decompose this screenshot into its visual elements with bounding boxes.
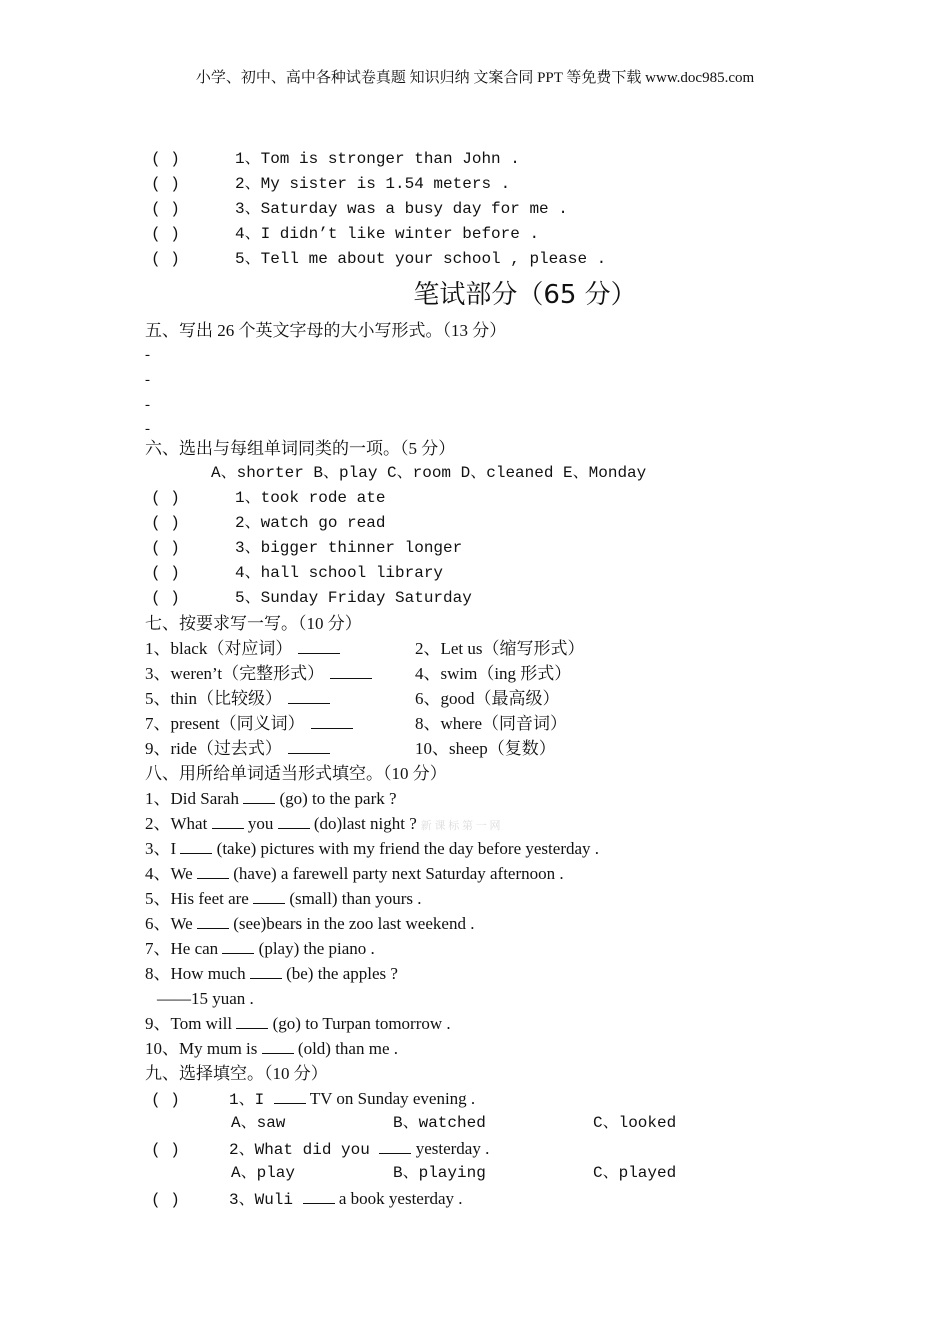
list-item: ( ) 1、took rode ate — [145, 486, 905, 511]
list-item: ( ) 3、bigger thinner longer — [145, 536, 905, 561]
options-row: A、shorter B、play C、room D、cleaned E、Monday — [211, 464, 647, 482]
page-header: 小学、初中、高中各种试卷真题 知识归纳 文案合同 PPT 等免费下载 www.doc985.com — [195, 70, 755, 86]
list-item: 1、Did Sarah (go) to the park ? — [145, 789, 397, 808]
answer-blank[interactable] — [212, 812, 244, 829]
answer-line: ——15 yuan . — [157, 989, 254, 1008]
answer-paren[interactable]: ( ) — [151, 1091, 180, 1109]
list-item: ( ) 2、watch go read — [145, 511, 905, 536]
answer-blank[interactable] — [262, 1037, 294, 1054]
list-item: 10、My mum is (old) than me . — [145, 1039, 398, 1058]
list-item: ( ) 3、Saturday was a busy day for me . — [145, 197, 905, 222]
choice-row — [145, 1111, 905, 1136]
list-item: ( ) 4、I didn’t like winter before . — [145, 222, 905, 247]
writing-line[interactable]: - — [145, 397, 150, 413]
section-7-title: 七、按要求写一写。（10 分） — [145, 614, 362, 633]
answer-paren[interactable]: ( ) — [151, 150, 180, 168]
answer-blank[interactable] — [253, 887, 285, 904]
answer-blank[interactable] — [288, 687, 330, 704]
list-item: ( ) 4、hall school library — [145, 561, 905, 586]
answer-paren[interactable]: ( ) — [151, 175, 180, 193]
section-5-title: 五、写出 26 个英文字母的大小写形式。（13 分） — [145, 321, 507, 340]
list-item: 9、Tom will (go) to Turpan tomorrow . — [145, 1014, 451, 1033]
option-b[interactable]: B、playing — [393, 1164, 486, 1182]
answer-blank[interactable] — [250, 962, 282, 979]
section-9-title: 九、选择填空。（10 分） — [145, 1064, 328, 1083]
list-item: 9、ride（过去式） 10、sheep（复数） — [145, 739, 556, 758]
watermark-text: 新 课 标 第 一 网 — [420, 820, 501, 832]
answer-paren[interactable]: ( ) — [151, 200, 180, 218]
writing-line[interactable]: - — [145, 372, 150, 388]
answer-blank[interactable] — [303, 1187, 335, 1204]
list-item: 7、He can (play) the piano . — [145, 939, 375, 958]
writing-line[interactable]: - — [145, 421, 150, 437]
list-item: 5、His feet are (small) than yours . — [145, 889, 422, 908]
answer-blank[interactable] — [330, 662, 372, 679]
list-item: ( ) 2、My sister is 1.54 meters . — [145, 172, 905, 197]
answer-blank[interactable] — [197, 862, 229, 879]
list-item: 2、What you (do)last night ? 新 课 标 第 一 网 — [145, 814, 501, 833]
list-item: 8、How much (be) the apples ? — [145, 964, 398, 983]
answer-paren[interactable]: ( ) — [151, 539, 180, 557]
written-part-title: 笔试部分（65 分） — [413, 280, 637, 310]
list-item: 6、We (see)bears in the zoo last weekend . — [145, 914, 475, 933]
list-item: ( ) 2、What did you yesterday . — [145, 1136, 905, 1161]
option-a[interactable]: A、play — [231, 1164, 296, 1182]
list-item: 1、black（对应词） 2、Let us（缩写形式） — [145, 639, 585, 658]
list-item: ( ) 1、Tom is stronger than John . — [145, 147, 905, 172]
option-c[interactable]: C、looked — [593, 1114, 677, 1132]
list-item: ( ) 5、Sunday Friday Saturday — [145, 586, 905, 611]
option-a[interactable]: A、saw — [231, 1114, 286, 1132]
list-item: 3、I (take) pictures with my friend the day before yesterday . — [145, 839, 600, 858]
answer-blank[interactable] — [379, 1137, 411, 1154]
list-item: ( ) 1、I TV on Sunday evening . — [145, 1086, 905, 1111]
exam-content — [145, 147, 905, 1211]
answer-paren[interactable]: ( ) — [151, 589, 180, 607]
option-c[interactable]: C、played — [593, 1164, 677, 1182]
answer-paren[interactable]: ( ) — [151, 250, 180, 268]
list-item: ( ) 5、Tell me about your school , please . — [145, 247, 905, 272]
option-b[interactable]: B、watched — [393, 1114, 486, 1132]
answer-blank[interactable] — [197, 912, 229, 929]
answer-paren[interactable]: ( ) — [151, 489, 180, 507]
answer-blank[interactable] — [236, 1012, 268, 1029]
answer-blank[interactable] — [222, 937, 254, 954]
answer-blank[interactable] — [278, 812, 310, 829]
answer-blank[interactable] — [311, 712, 353, 729]
answer-paren[interactable]: ( ) — [151, 225, 180, 243]
writing-line[interactable]: - — [145, 347, 150, 363]
answer-blank[interactable] — [288, 737, 330, 754]
listening-items — [145, 147, 905, 272]
answer-paren[interactable]: ( ) — [151, 1191, 180, 1209]
list-item: 5、thin（比较级） 6、good（最高级） — [145, 689, 560, 708]
list-item: ( ) 3、Wuli a book yesterday . — [145, 1186, 905, 1211]
answer-paren[interactable]: ( ) — [151, 514, 180, 532]
list-item: 7、present（同义词） 8、where（同音词） — [145, 714, 568, 733]
answer-paren[interactable]: ( ) — [151, 564, 180, 582]
section-8-title: 八、用所给单词适当形式填空。（10 分） — [145, 764, 447, 783]
answer-blank[interactable] — [274, 1087, 306, 1104]
answer-paren[interactable]: ( ) — [151, 1141, 180, 1159]
answer-blank[interactable] — [243, 787, 275, 804]
answer-blank[interactable] — [298, 637, 340, 654]
choice-row — [145, 1161, 905, 1186]
list-item: 3、weren’t（完整形式） 4、swim（ing 形式） — [145, 664, 572, 683]
answer-blank[interactable] — [180, 837, 212, 854]
section-6-title: 六、选出与每组单词同类的一项。（5 分） — [145, 439, 456, 458]
list-item: 4、We (have) a farewell party next Saturday afternoon . — [145, 864, 564, 883]
